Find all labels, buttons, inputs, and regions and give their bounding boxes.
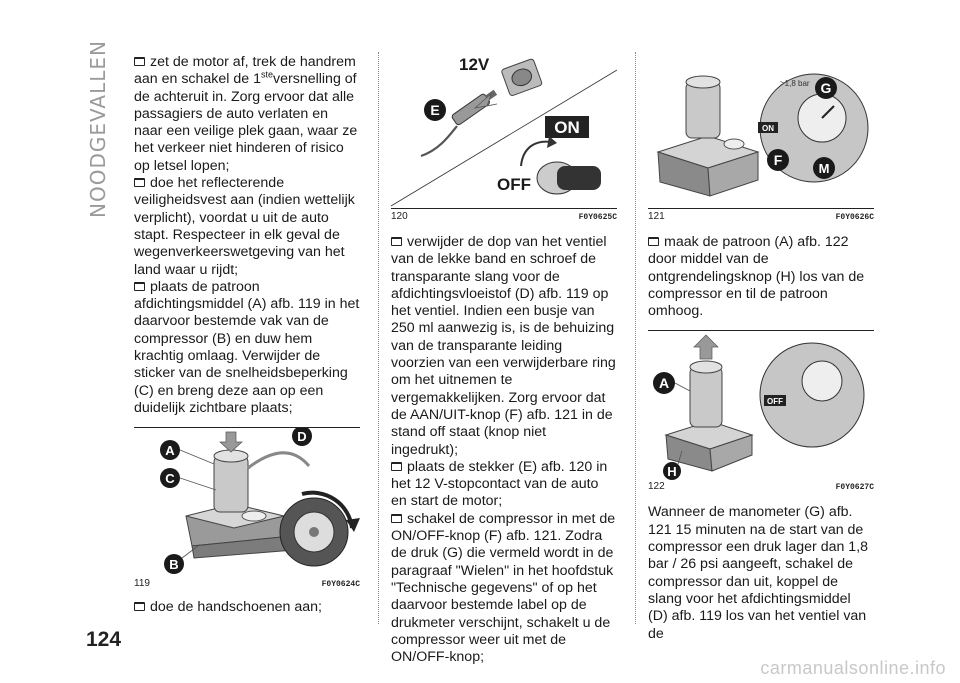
figure-number: 122: [648, 481, 665, 493]
column-1: [134, 50, 360, 617]
bullet-item: [391, 511, 617, 667]
figure-label: H: [667, 464, 677, 480]
checkbox-bullet-icon: [134, 282, 145, 291]
label-F-icon: [767, 149, 789, 171]
item-text: doe de handschoenen aan;: [150, 599, 322, 616]
figure-number: 120: [391, 211, 408, 222]
compressor-illustration: [134, 428, 360, 576]
checkbox-bullet-icon: [391, 514, 402, 523]
checkbox-bullet-icon: [648, 237, 659, 246]
figure-code: F0Y0625C: [578, 213, 617, 222]
figure-caption: [391, 211, 617, 222]
figure-121: [648, 56, 874, 222]
figure-label: A: [165, 443, 175, 459]
checkbox-bullet-icon: [134, 602, 145, 611]
label-B-icon: [164, 554, 184, 574]
item-text: versnelling of de achteruit in. Zorg ervoor dat alle passagiers de auto verlaten en naar een veilige plek gaan, waar ze het verkeer niet hinderen of risico op letsel lopen;: [134, 71, 358, 174]
checkbox-bullet-icon: [391, 237, 402, 246]
item-text: schakel de compressor in met de ON/OFF-knop (F) afb. 121. Zodra de druk (G) die vermeld wordt in de paragraaf "Wielen" in het hoofdstuk "Technische gegevens" of op het daarvoor bestemde label op de drukmeter verschijnt, schakelt u de compressor weer uit met de ON/OFF-knop;: [391, 510, 616, 666]
figure-code: F0Y0627C: [835, 483, 874, 493]
label-A-icon: [160, 440, 180, 460]
watermark: carmanualsonline.info: [760, 658, 946, 678]
figure-label: D: [297, 429, 307, 445]
checkbox-bullet-icon: [391, 462, 402, 471]
bullet-item: [134, 175, 360, 279]
figure-caption: [648, 481, 874, 492]
label-H-icon: [663, 462, 681, 480]
checkbox-bullet-icon: [134, 57, 145, 66]
column-2: [391, 56, 617, 666]
column-3: [648, 56, 874, 643]
figure-code: F0Y0626C: [835, 213, 874, 222]
figure-label: M: [818, 161, 830, 176]
checkbox-bullet-icon: [134, 178, 145, 187]
item-text: maak de patroon (A) afb. 122 door middel van de ontgrendelingsknop (H) los van de compressor en til de patroon omhoog.: [648, 234, 865, 320]
figure-code: F0Y0624C: [321, 580, 360, 590]
figure-label: C: [165, 471, 175, 487]
plug-switch-illustration: [391, 56, 617, 208]
item-text: verwijder de dop van het ventiel van de lekke band en schroef de transparante slang voor de afdichtingsvloeistof (D) afb. 119 op het ventiel. Indien een busje van 250 ml aanwezig is, is de behuizing van de transparante leiding voorzien van een verwijderbare ring om het uitnemen te vergemakkelijken. Zorg ervoor dat de AAN/UIT-knop (F) afb. 121 in de stand off staat (knop niet ingedrukt);: [391, 234, 616, 458]
column-divider: [378, 52, 379, 624]
manometer-illustration: [648, 56, 874, 208]
label-E-icon: [424, 99, 446, 121]
bullet-item: [391, 234, 617, 459]
figure-caption: [134, 578, 360, 589]
bullet-item: [648, 234, 874, 320]
bullet-item: [134, 599, 360, 616]
cartridge-release-illustration: [648, 331, 874, 481]
figure-number: 121: [648, 211, 665, 222]
figure-label: G: [820, 80, 832, 96]
label-A-icon: [653, 372, 675, 394]
label-G-icon: [815, 77, 837, 99]
off-label: OFF: [767, 397, 783, 407]
page-number: 124: [86, 628, 122, 651]
item-text: plaats de stekker (E) afb. 120 in het 12 V-stopcontact van de auto en start de motor;: [391, 458, 608, 510]
figure-120: [391, 56, 617, 222]
on-label: ON: [762, 124, 774, 133]
label-C-icon: [160, 468, 180, 488]
voltage-label: 12V: [459, 56, 490, 74]
figure-label: B: [169, 557, 179, 573]
figure-label: A: [658, 375, 670, 392]
figure-122: [648, 330, 874, 492]
figure-rule: [648, 208, 874, 209]
bullet-item: [391, 459, 617, 511]
figure-number: 119: [134, 578, 150, 590]
item-text: zet de motor af, trek de handrem aan en schakel de 1: [134, 54, 356, 88]
on-label: ON: [554, 118, 580, 137]
figure-119: [134, 427, 360, 589]
bullet-item: [134, 54, 360, 175]
figure-label: F: [773, 152, 783, 168]
item-text: doe het reflecterende veiligheidsvest aan (indien wettelijk verplicht), voordat u uit de auto stapt. Respecteer in elk geval de wegenverkeerswetgeving van het land waar u rijdt;: [134, 175, 355, 278]
superscript: ste: [261, 69, 274, 80]
body-paragraph: Wanneer de manometer (G) afb. 121 15 minuten na de start van de compressor een druk lager dan 1,8 bar / 26 psi aangeeft, schakel de compressor dan uit, koppel de slang voor het afdichtingsmiddel (D) afb. 119 los van het ventiel van de: [648, 504, 869, 642]
label-M-icon: [813, 157, 835, 179]
item-text: plaats de patroon afdichtingsmiddel (A) afb. 119 in het daarvoor bestemde vak van de compressor (B) en duw hem krachtig omlaag. Verwijder de sticker van de snelheidsbeperking (C) en breng deze aan op een duidelijk zichtbare plaats;: [134, 278, 360, 416]
pressure-label: >1,8 bar: [780, 79, 810, 88]
figure-label: E: [430, 102, 440, 118]
bullet-item: [134, 279, 360, 417]
section-title: NOODGEVALLEN: [86, 40, 110, 218]
column-divider: [635, 52, 636, 624]
figure-caption: [648, 211, 874, 222]
figure-rule: [391, 208, 617, 209]
off-label: OFF: [497, 175, 531, 194]
